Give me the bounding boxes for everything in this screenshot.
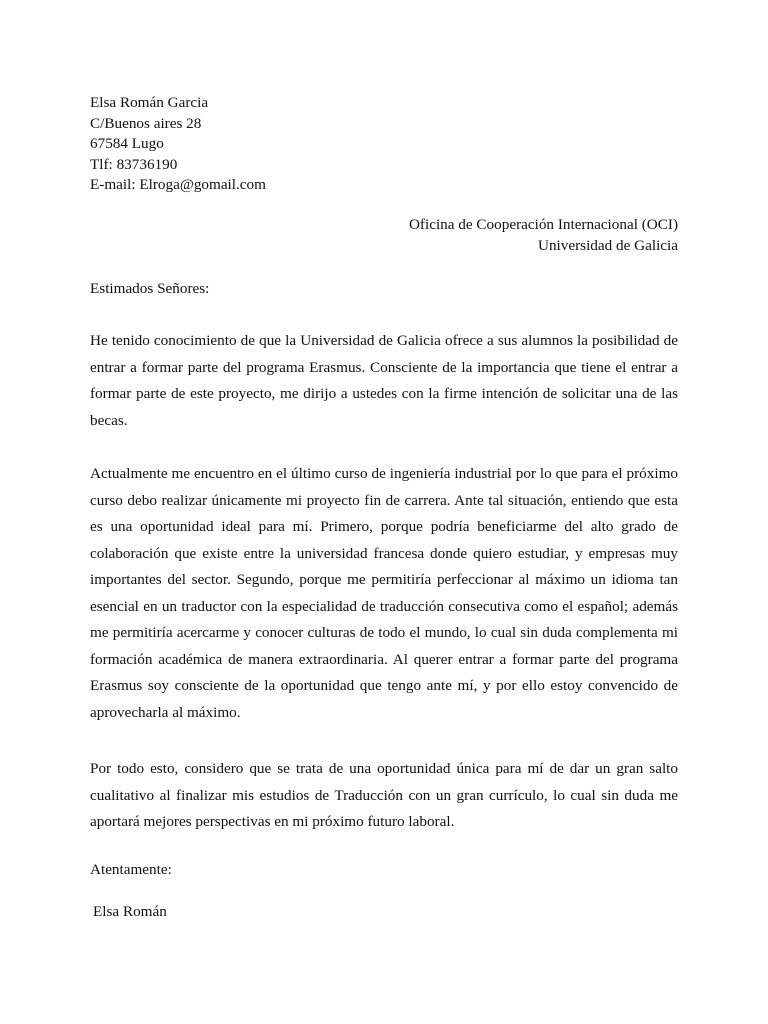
paragraph-line: formación académica de manera extraordinaria. Al querer entrar a formar parte del programa: [90, 650, 678, 668]
paragraph-line: Erasmus soy consciente de la oportunidad que tengo ante mí, y por ello estoy convencido de: [90, 677, 678, 694]
sender-street: C/Buenos aires 28: [90, 114, 202, 132]
paragraph-line: becas.: [90, 411, 128, 429]
sender-email: E-mail: Elroga@gomail.com: [90, 176, 266, 193]
paragraph-line: curso debo realizar únicamente mi proyecto fin de carrera. Ante tal situación, entiendo que esta: [90, 491, 678, 509]
recipient-office: Oficina de Cooperación Internacional (OCI): [408, 216, 678, 233]
paragraph-line: Actualmente me encuentro en el último curso de ingeniería industrial por lo que para el próximo: [90, 465, 678, 482]
paragraph-line: colaboración que existe entre la universidad francesa donde quiero estudiar, y empresas muy: [90, 544, 678, 562]
paragraph-line: formar parte de este proyecto, me dirijo a ustedes con la firme intención de solicitar una de las: [90, 385, 678, 402]
recipient-university: Universidad de Galicia: [537, 236, 678, 254]
paragraph-line: cualitativo al finalizar mis estudios de Traducción con un gran currículo, lo cual sin duda me: [90, 786, 678, 804]
paragraph-line: aportará mejores perspectivas en mi próximo futuro laboral.: [90, 813, 455, 830]
paragraph-line: aprovecharla al máximo.: [90, 703, 241, 721]
body-paragraph-3: [90, 756, 678, 836]
sender-city: 67584 Lugo: [90, 135, 164, 152]
paragraph-line: importantes del sector. Segundo, porque me permitiría perfeccionar al máximo un idioma tan: [90, 571, 678, 588]
closing: Atentamente:: [90, 861, 172, 878]
sender-address-block: [90, 93, 266, 196]
paragraph-line: He tenido conocimiento de que la Universidad de Galicia ofrece a sus alumnos la posibilidad de: [90, 332, 678, 349]
salutation: Estimados Señores:: [90, 280, 210, 297]
paragraph-line: Por todo esto, considero que se trata de una oportunidad única para mí de dar un gran salto: [90, 760, 678, 777]
paragraph-line: me permitiría acercarme y conocer culturas de todo el mundo, lo cual sin duda complementa mi: [90, 624, 678, 641]
signature: Elsa Román: [93, 903, 167, 920]
sender-phone: Tlf: 83736190: [90, 155, 178, 173]
paragraph-line: es una oportunidad ideal para mí. Primero, porque podría beneficiarme del alto grado de: [90, 518, 678, 535]
sender-name: Elsa Román Garcia: [90, 94, 209, 111]
body-paragraph-1: [90, 328, 678, 434]
recipient-address-block: [409, 215, 678, 256]
body-paragraph-2: [90, 461, 678, 726]
paragraph-line: esencial en un traductor con la especialidad de traducción consecutiva como el español; además: [90, 597, 678, 615]
paragraph-line: entrar a formar parte del programa Erasmus. Consciente de la importancia que tiene el entrar a: [90, 358, 678, 376]
